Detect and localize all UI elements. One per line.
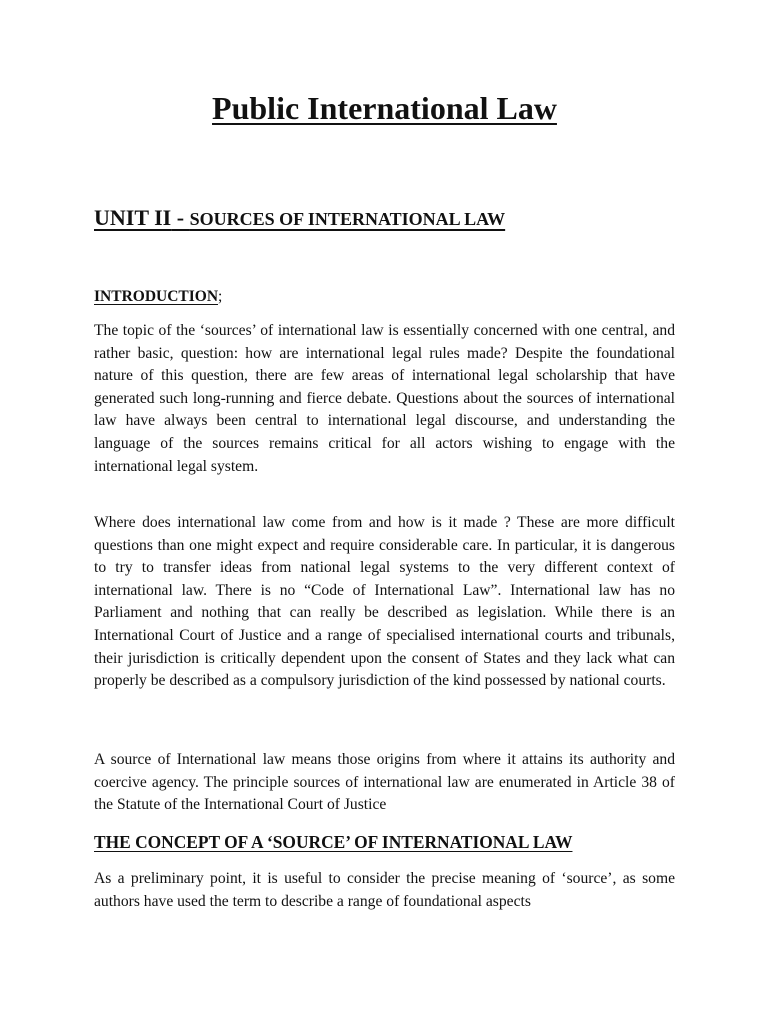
introduction-heading-punct: ; [218, 288, 223, 305]
unit-heading [94, 205, 505, 232]
unit-title: SOURCES OF INTERNATIONAL LAW [189, 209, 506, 229]
unit-separator: - [171, 205, 190, 230]
concept-heading: THE CONCEPT OF A ‘SOURCE’ OF INTERNATIONAL LAW [94, 832, 573, 852]
introduction-paragraph-2: Where does international law come from and how is it made ? These are more difficult questions than one might expect and require considerable care. In particular, it is dangerous to try to transfer ideas from national legal systems to the very different context of international law. There is no “Code of International Law”. International law has no Parliament and nothing that can really be described as legislation. While there is an International Court of Justice and a range of specialised international courts and tribunals, their jurisdiction is critically dependent upon the consent of States and they lack what can properly be described as a compulsory jurisdiction of the kind possessed by national courts. [94, 514, 675, 690]
introduction-paragraph-3: A source of International law means those origins from where it attains its authority and coercive agency. The principle sources of international law are enumerated in Article 38 of the Statute of the International Court of Justice [94, 751, 675, 814]
unit-number: UNIT II [94, 205, 172, 230]
introduction-paragraph-1: The topic of the ‘sources’ of international law is essentially concerned with one central, and rather basic, question: how are international legal rules made? Despite the foundational nature of this question, there are few areas of international legal scholarship that have generated such long-running and fierce debate. Questions about the sources of international law have always been central to international legal discourse, and understanding the language of the sources remains critical for all actors wishing to engage with the international legal system. [94, 322, 675, 475]
document-title: Public International Law [212, 90, 557, 126]
introduction-heading [94, 286, 222, 308]
introduction-heading-text: INTRODUCTION [94, 288, 219, 305]
concept-paragraph-1: As a preliminary point, it is useful to consider the precise meaning of ‘source’, as some authors have used the term to describe a range of foundational aspects [94, 870, 675, 910]
